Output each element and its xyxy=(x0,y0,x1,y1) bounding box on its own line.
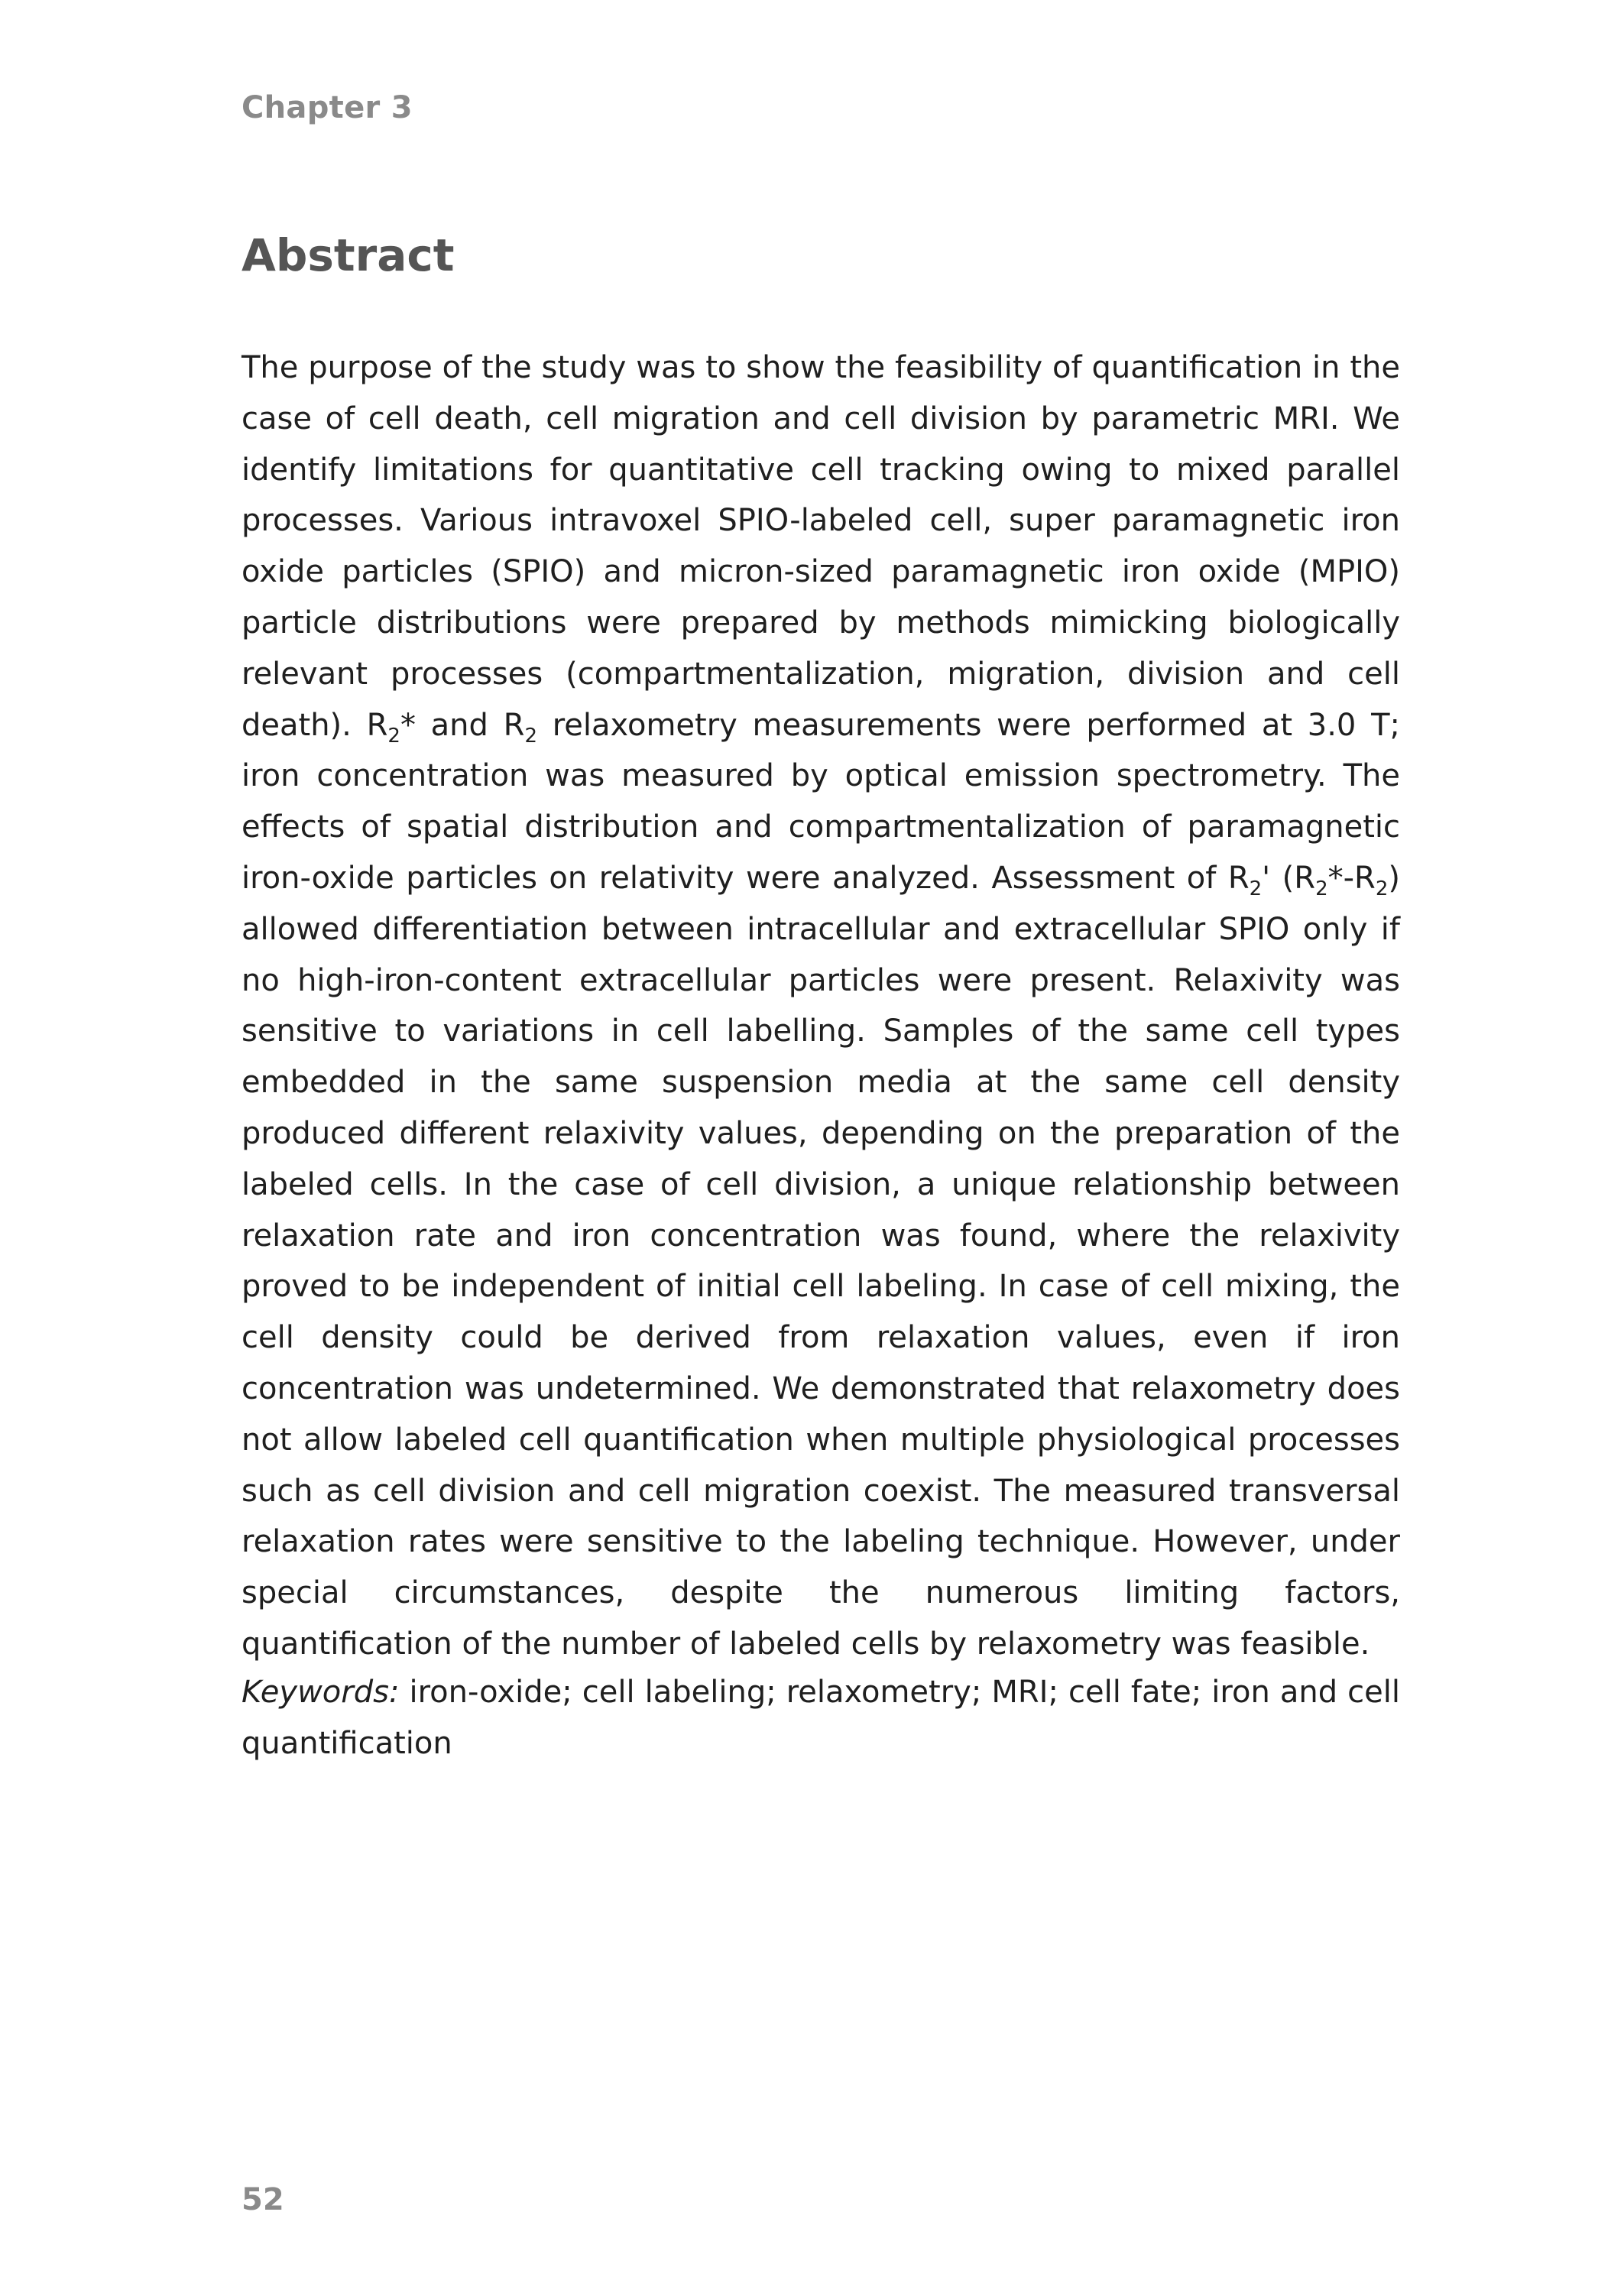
abstract-text-segment: relaxometry measurements were performed at 3.0 T; iron concentration was measured by optical emission spectrometry. The effects of spatial distribution and compartmentalization of paramagnetic iron-oxide particles on relativity were analyzed. Assessment of R xyxy=(241,707,1401,896)
subscript: 2 xyxy=(1375,877,1389,901)
subscript: 2 xyxy=(1249,877,1263,901)
chapter-label: Chapter 3 xyxy=(241,90,413,125)
abstract-text-segment: *-R xyxy=(1327,860,1376,896)
subscript: 2 xyxy=(387,724,400,748)
subscript: 2 xyxy=(1315,877,1328,901)
page-number: 52 xyxy=(241,2182,284,2217)
abstract-heading: Abstract xyxy=(241,229,455,281)
abstract-text-segment: The purpose of the study was to show the feasibility of quantification in the case of cell death, cell migration and cell division by parametric MRI. We identify limitations for quantitative cell tracking owing to mixed parallel processes. Various intravoxel SPIO-labeled cell, super paramagnetic iron oxide particles (SPIO) and micron-sized paramagnetic iron oxide (MPIO) particle distributions were prepared by methods mimicking biologically relevant processes (compartmentalization, migration, division and cell death). R xyxy=(241,350,1400,743)
subscript: 2 xyxy=(524,724,537,748)
keywords-block xyxy=(241,1667,1400,1769)
abstract-text-segment: * and R xyxy=(400,707,525,743)
keywords-label: Keywords: xyxy=(241,1675,400,1710)
abstract-text-segment: ) allowed differentiation between intracellular and extracellular SPIO only if no high-iron-content extracellular particles were present. Relaxivity was sensitive to variations in cell labelling. Samples of the same cell types embedded in the same suspension media at the same cell density produced different relaxivity values, depending on the preparation of the labeled cells. In the case of cell division, a unique relationship between relaxation rate and iron concentration was found, where the relaxivity proved to be independent of initial cell labeling. In case of cell mixing, the cell density could be derived from relaxation values, even if iron concentration was undetermined. We demonstrated that relaxometry does not allow labeled cell quantification when multiple physiological processes such as cell division and cell migration coexist. The measured transversal relaxation rates were sensitive to the labeling technique. However, under special circumstances, despite the numerous limiting factors, quantification of the number of labeled cells by relaxometry was feasible. xyxy=(241,860,1401,1662)
abstract-text-segment: ' (R xyxy=(1262,860,1316,896)
abstract-body xyxy=(241,342,1400,1670)
keywords-text: iron-oxide; cell labeling; relaxometry; MRI; cell fate; iron and cell quantification xyxy=(241,1675,1400,1761)
